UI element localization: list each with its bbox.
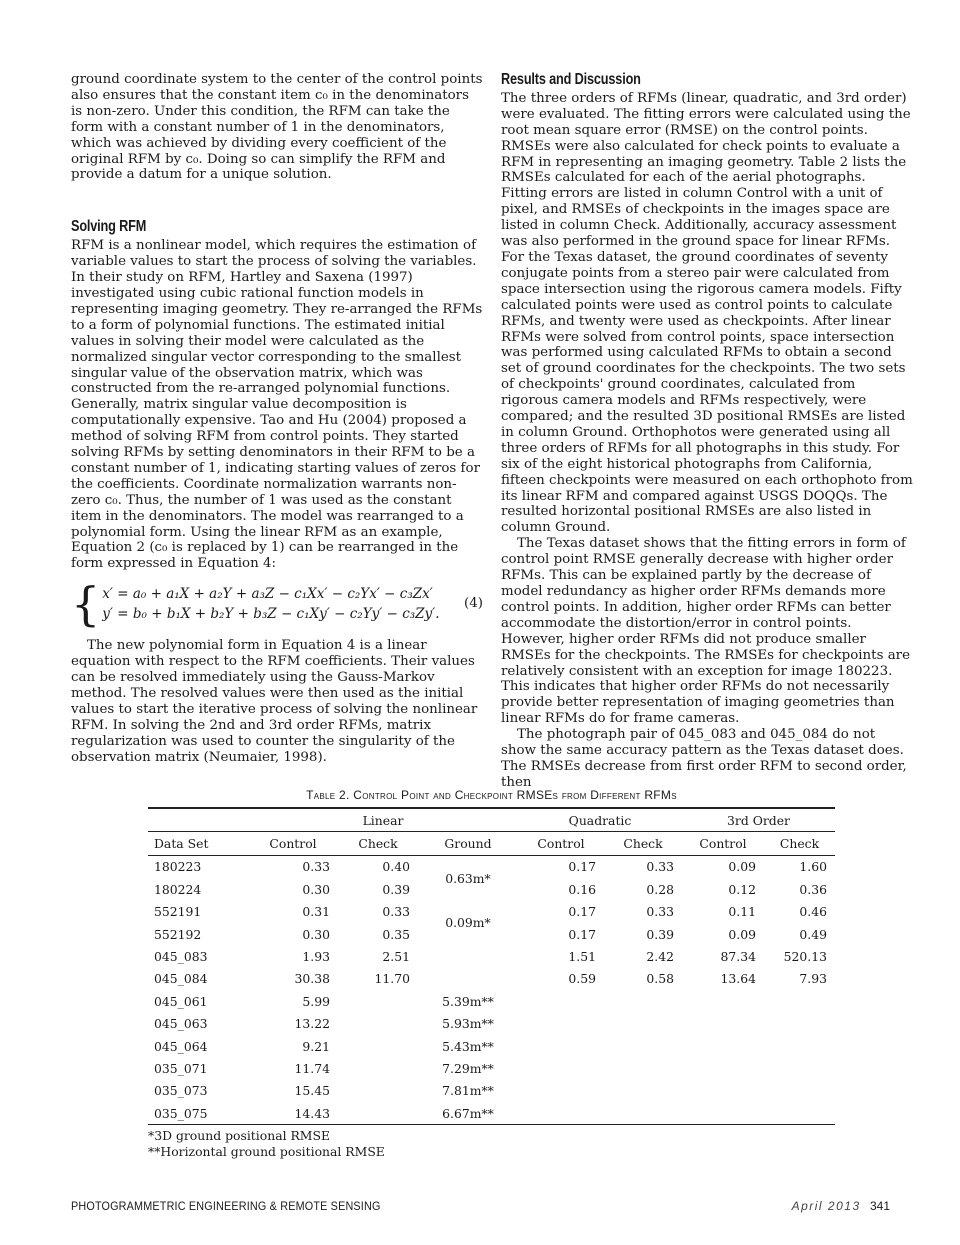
group-third-order: 3rd Order: [682, 808, 835, 832]
table-cell-empty: [338, 1035, 418, 1057]
table-cell-dataset: 045_084: [154, 971, 208, 987]
column-header: Ground: [418, 832, 518, 855]
group-quadratic: Quadratic: [518, 808, 682, 832]
table-cell-dataset: 180223: [154, 859, 202, 875]
table-cell: 0.33: [382, 904, 410, 920]
group-linear: Linear: [248, 808, 518, 832]
equation-brace: {: [71, 577, 101, 632]
equation-number: (4): [464, 596, 483, 612]
table-row: [148, 1057, 835, 1079]
right-column: [501, 72, 913, 791]
table-row: [148, 855, 835, 878]
table-cell-empty: [764, 1035, 835, 1057]
table-cell-empty: [518, 1035, 604, 1057]
table-2: [148, 788, 835, 1160]
equation-4: [71, 577, 483, 632]
table-cell: 0.17: [568, 859, 596, 875]
left-column: [71, 72, 483, 766]
table-cell: 0.33: [646, 859, 674, 875]
table-cell-ground: 5.43m**: [442, 1038, 494, 1054]
table-cell: 0.11: [728, 904, 756, 920]
heading-results: Results and Discussion: [501, 71, 641, 88]
table-note-2: **Horizontal ground positional RMSE: [148, 1144, 385, 1160]
table-cell-ground: 0.09m*: [445, 915, 491, 931]
table-cell: 87.34: [720, 949, 756, 965]
table-cell-dataset: 180224: [154, 881, 202, 897]
table-cell: 1.51: [568, 949, 596, 965]
table-note-1: *3D ground positional RMSE: [148, 1128, 331, 1144]
table-cell: 0.33: [646, 904, 674, 920]
table-cell-dataset: 035_075: [154, 1105, 208, 1121]
table-cell-dataset: 035_071: [154, 1060, 208, 1076]
texas-paragraph: The Texas dataset shows that the fitting errors in form of control point RMSE generally decrease with higher order RFMs. This can be explained partly by the decrease of model redundancy as higher order RFMs demands more control points. In addition, higher order RFMs can better accommodate the distortion/error in control points. However, higher order RFMs did not produce smaller RMSEs for the checkpoints. The RMSEs for checkpoints are relatively consistent with an exception for image 180223. This indicates that higher order RFMs do not necessarily provide better representation of imaging geometries than linear RFMs do for frame cameras.: [501, 536, 911, 727]
table-cell-empty: [338, 1057, 418, 1079]
pair-paragraph: The photograph pair of 045_083 and 045_084 do not show the same accuracy pattern as the Texas dataset does. The RMSEs decrease from first order RFM to second order, then: [501, 727, 907, 790]
table-cell-empty: [682, 1057, 764, 1079]
table-cell: 13.64: [720, 971, 756, 987]
table-cell-empty: [764, 1080, 835, 1102]
table-cell-ground: 5.93m**: [442, 1016, 494, 1032]
table-cell: 7.93: [799, 971, 827, 987]
table-cell: 0.39: [382, 881, 410, 897]
table-cell: 0.46: [799, 904, 827, 920]
table-cell-ground: 5.39m**: [442, 993, 494, 1009]
table-cell-empty: [338, 1102, 418, 1125]
table-cell-empty: [518, 1057, 604, 1079]
table-cell: 520.13: [783, 949, 827, 965]
table-cell-empty: [682, 1080, 764, 1102]
table-cell: 5.99: [302, 993, 330, 1009]
column-header: Check: [764, 832, 835, 855]
column-header: Control: [248, 832, 338, 855]
table-cell: 9.21: [302, 1038, 330, 1054]
column-header: Check: [604, 832, 682, 855]
table-cell-ground: 7.81m**: [442, 1083, 494, 1099]
table-cell: 13.22: [294, 1016, 330, 1032]
table-row: [148, 901, 835, 923]
table-row: [148, 1080, 835, 1102]
table-row: [148, 1102, 835, 1125]
table-cell-empty: [682, 1102, 764, 1125]
table-cell-empty: [338, 1013, 418, 1035]
table-cell: 0.09: [728, 859, 756, 875]
table-row: [148, 945, 835, 967]
table-cell: 15.45: [294, 1083, 330, 1099]
equation-line-2: y′ = b₀ + b₁X + b₂Y + b₃Z − c₁Xy′ − c₂Yy′ − c₃Zy′.: [102, 606, 440, 623]
table-cell-empty: [682, 990, 764, 1012]
table-cell-empty: [418, 968, 518, 990]
group-header-row: [148, 808, 835, 832]
table-cell: 30.38: [294, 971, 330, 987]
table-cell-ground: 7.29m**: [442, 1060, 494, 1076]
table-cell: 0.33: [302, 859, 330, 875]
polynomial-paragraph: The new polynomial form in Equation 4 is a linear equation with respect to the RFM coefficients. Their values can be resolved immediately using the Gauss-Markov method. The resolved values were then used as the initial values to start the iterative process of solving the nonlinear RFM. In solving the 2nd and 3rd order RFMs, matrix regularization was used to counter the singularity of the observation matrix (Neumaier, 1998).: [71, 638, 478, 765]
table-cell: 1.93: [302, 949, 330, 965]
table-cell-empty: [604, 1035, 682, 1057]
table-cell: 0.16: [568, 881, 596, 897]
table-cell: 0.17: [568, 926, 596, 942]
table-cell-empty: [682, 1013, 764, 1035]
table-cell-dataset: 552191: [154, 904, 202, 920]
table-cell-empty: [764, 990, 835, 1012]
table-cell: 1.60: [799, 859, 827, 875]
table-cell: 0.49: [799, 926, 827, 942]
table-cell: 0.12: [728, 881, 756, 897]
table-cell-empty: [338, 990, 418, 1012]
table-cell: 0.30: [302, 926, 330, 942]
column-header: Check: [338, 832, 418, 855]
table-cell-dataset: 035_073: [154, 1083, 208, 1099]
equation-line-1: x′ = a₀ + a₁X + a₂Y + a₃Z − c₁Xx′ − c₂Yx′ − c₃Zx′: [102, 586, 433, 603]
table-cell: 0.40: [382, 859, 410, 875]
table-cell: 0.30: [302, 881, 330, 897]
table-cell-empty: [518, 1102, 604, 1125]
column-header: Data Set: [148, 832, 248, 855]
table-row: [148, 1035, 835, 1057]
solving-paragraph: RFM is a nonlinear model, which requires the estimation of variable values to start the process of solving the variables. In their study on RFM, Hartley and Saxena (1997) investigated using cubic rational function models in representing imaging geometry. They re-arranged the RFMs to a form of polynomial functions. The estimated initial values in solving their model were calculated as the normalized singular vector corresponding to the smallest singular value of the observation matrix, which was constructed from the re-arranged polynomial functions. Generally, matrix singular value decomposition is computationally expensive. Tao and Hu (2004) proposed a method of solving RFM from control points. They started solving RFMs by setting denominators in their RFM to be a constant number of 1, indicating starting values of zeros for the coefficients. Coordinate normalization warrants non-zero c₀. Thus, the number of 1 was used as the constant item in the denominators. The model was rearranged to a polynomial form. Using the linear RFM as an example, Equation 2 (c₀ is replaced by 1) can be rearranged in the form expressed in Equation 4:: [71, 238, 483, 572]
table-cell-empty: [764, 1057, 835, 1079]
column-header: Control: [518, 832, 604, 855]
footer-month: April 2013: [791, 1199, 861, 1213]
table-row: [148, 1013, 835, 1035]
heading-solving-rfm: Solving RFM: [71, 218, 147, 236]
table-cell: 0.31: [302, 904, 330, 920]
table-cell: 2.51: [382, 949, 410, 965]
table-cell: 2.42: [646, 949, 674, 965]
table-cell: 0.36: [799, 881, 827, 897]
table-cell: 0.58: [646, 971, 674, 987]
table-cell-empty: [518, 1013, 604, 1035]
results-paragraph: The three orders of RFMs (linear, quadratic, and 3rd order) were evaluated. The fitting errors were calculated using the root mean square error (RMSE) on the control points. RMSEs were also calculated for check points to evaluate a RFM in representing an imaging geometry. Table 2 lists the RMSEs calculated for each of the aerial photographs. Fitting errors are listed in column Control with a unit of pixel, and RMSEs of checkpoints in the images space are listed in column Check. Additionally, accuracy assessment was also performed in the ground space for linear RFMs. For the Texas dataset, the ground coordinates of seventy conjugate points from a stereo pair were calculated from space intersection using the rigorous camera models. Fifty calculated points were used as control points to calculate RFMs, and twenty were used as checkpoints. After linear RFMs were solved from control points, space intersection was performed using calculated RFMs to obtain a second set of ground coordinates for the checkpoints. The two sets of checkpoints' ground coordinates, calculated from rigorous camera models and RFMs respectively, were compared; and the resulted 3D positional RMSEs are listed in column Ground. Orthophotos were generated using all three orders of RFMs for all photographs in this study. For six of the eight historical photographs from California, fifteen checkpoints were measured on each orthophoto from its linear RFM and compared against USGS DOQQs. The resulted horizontal positional RMSEs are also listed in column Ground.: [501, 90, 913, 536]
table-cell-empty: [604, 990, 682, 1012]
table-cell-dataset: 045_083: [154, 949, 208, 965]
table-cell: 11.70: [374, 971, 410, 987]
table-cell-empty: [604, 1102, 682, 1125]
table-cell-dataset: 552192: [154, 926, 202, 942]
table-cell-empty: [518, 990, 604, 1012]
table-cell-empty: [604, 1057, 682, 1079]
table-cell: 0.59: [568, 971, 596, 987]
table-cell: 11.74: [294, 1060, 330, 1076]
table-cell-empty: [764, 1013, 835, 1035]
table-cell-empty: [518, 1080, 604, 1102]
table-cell: 0.35: [382, 926, 410, 942]
table-row: [148, 990, 835, 1012]
table-cell-ground: 0.63m*: [445, 870, 491, 886]
intro-paragraph: ground coordinate system to the center of the control points also ensures that the constant item c₀ in the denominators is non-zero. Under this condition, the RFM can take the form with a constant number of 1 in the denominators, which was achieved by dividing every coefficient of the original RFM by c₀. Doing so can simplify the RFM and provide a datum for a unique solution.: [71, 72, 483, 183]
table-cell-empty: [418, 945, 518, 967]
footer-page-info: [792, 1199, 890, 1213]
table-cell-dataset: 045_063: [154, 1016, 208, 1032]
table-cell: 0.28: [646, 881, 674, 897]
column-header-row: [148, 832, 835, 855]
table-cell-empty: [604, 1080, 682, 1102]
table-cell-empty: [682, 1035, 764, 1057]
column-header: Control: [682, 832, 764, 855]
table-row: [148, 968, 835, 990]
table-cell-empty: [338, 1080, 418, 1102]
table-cell: 14.43: [294, 1105, 330, 1121]
footer-page-number: 341: [869, 1199, 890, 1213]
table-cell: 0.17: [568, 904, 596, 920]
table-cell: 0.09: [728, 926, 756, 942]
table-cell-ground: 6.67m**: [442, 1105, 494, 1121]
table-cell-empty: [604, 1013, 682, 1035]
table-cell-dataset: 045_061: [154, 993, 208, 1009]
table-cell-dataset: 045_064: [154, 1038, 208, 1054]
table-caption: Table 2. Control Point and Checkpoint RMSEs from Different RFMs: [306, 788, 677, 802]
footer-journal: PHOTOGRAMMETRIC ENGINEERING & REMOTE SENSING: [71, 1199, 381, 1213]
table-cell-empty: [764, 1102, 835, 1125]
table-cell: 0.39: [646, 926, 674, 942]
rmse-table: [148, 807, 835, 1125]
